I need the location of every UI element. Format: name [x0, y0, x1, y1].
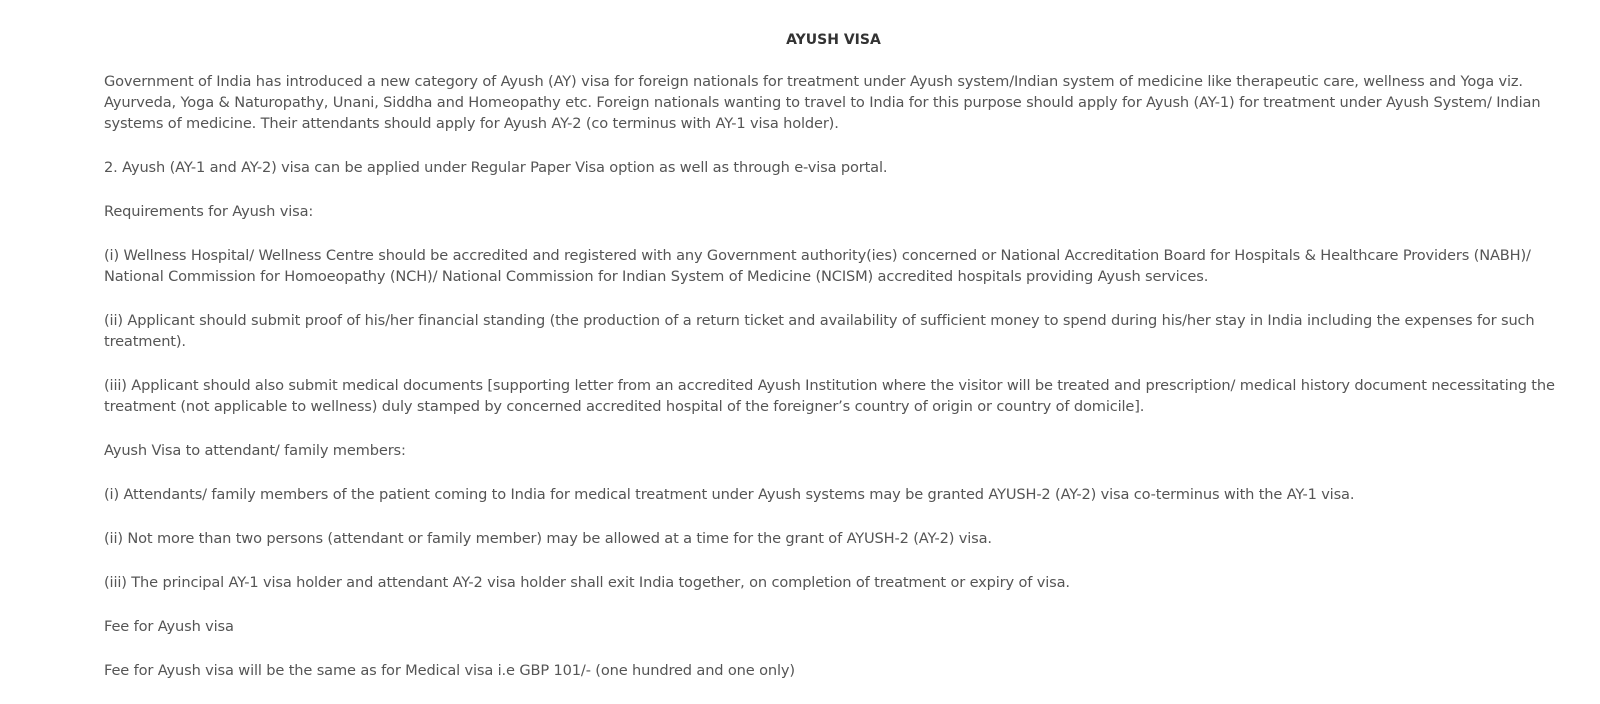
requirement-item: (i) Wellness Hospital/ Wellness Centre should be accredited and registered with any Government authority(ies) concerned or National Accreditation Board for Hospitals & Healthcare Providers (NABH)/ National Commission for Homoeopathy (NCH)/ National Commission for Indian System of Medicine (NCISM) accredited hospitals providing Ayush services. — [104, 247, 1531, 285]
intro-paragraph: Government of India has introduced a new category of Ayush (AY) visa for foreign nationals for treatment under Ayush system/Indian system of medicine like therapeutic care, wellness and Yoga viz. Ayurveda, Yoga & Naturopathy, Unani, Siddha and Homeopathy etc. Foreign nationals wanting to travel to India for this purpose should apply for Ayush (AY-1) for treatment under Ayush System/ Indian systems of medicine. Their attendants should apply for Ayush AY-2 (co terminus with AY-1 visa holder). — [104, 73, 1541, 132]
requirements-heading: Requirements for Ayush visa: — [104, 203, 314, 220]
attendant-item: (iii) The principal AY-1 visa holder and attendant AY-2 visa holder shall exit India together, on completion of treatment or expiry of visa. — [104, 574, 1070, 591]
application-channel-paragraph: 2. Ayush (AY-1 and AY-2) visa can be applied under Regular Paper Visa option as well as through e-visa portal. — [104, 159, 888, 176]
attendant-item: (i) Attendants/ family members of the patient coming to India for medical treatment under Ayush systems may be granted AYUSH-2 (AY-2) visa co-terminus with the AY-1 visa. — [104, 486, 1355, 503]
attendant-item: (ii) Not more than two persons (attendant or family member) may be allowed at a time for the grant of AYUSH-2 (AY-2) visa. — [104, 530, 992, 547]
attendant-heading: Ayush Visa to attendant/ family members: — [104, 442, 406, 459]
fee-paragraph: Fee for Ayush visa will be the same as for Medical visa i.e GBP 101/- (one hundred and one only) — [104, 662, 795, 679]
fee-heading: Fee for Ayush visa — [104, 618, 234, 635]
requirement-item: (iii) Applicant should also submit medical documents [supporting letter from an accredited Ayush Institution where the visitor will be treated and prescription/ medical history document necessitating the treatment (not applicable to wellness) duly stamped by concerned accredited hospital of the foreigner’s country of origin or country of domicile]. — [104, 377, 1555, 415]
requirement-item: (ii) Applicant should submit proof of his/her financial standing (the production of a return ticket and availability of sufficient money to spend during his/her stay in India including the expenses for such treatment). — [104, 312, 1535, 350]
document-body — [104, 71, 1564, 704]
page-title: AYUSH VISA — [786, 32, 881, 48]
